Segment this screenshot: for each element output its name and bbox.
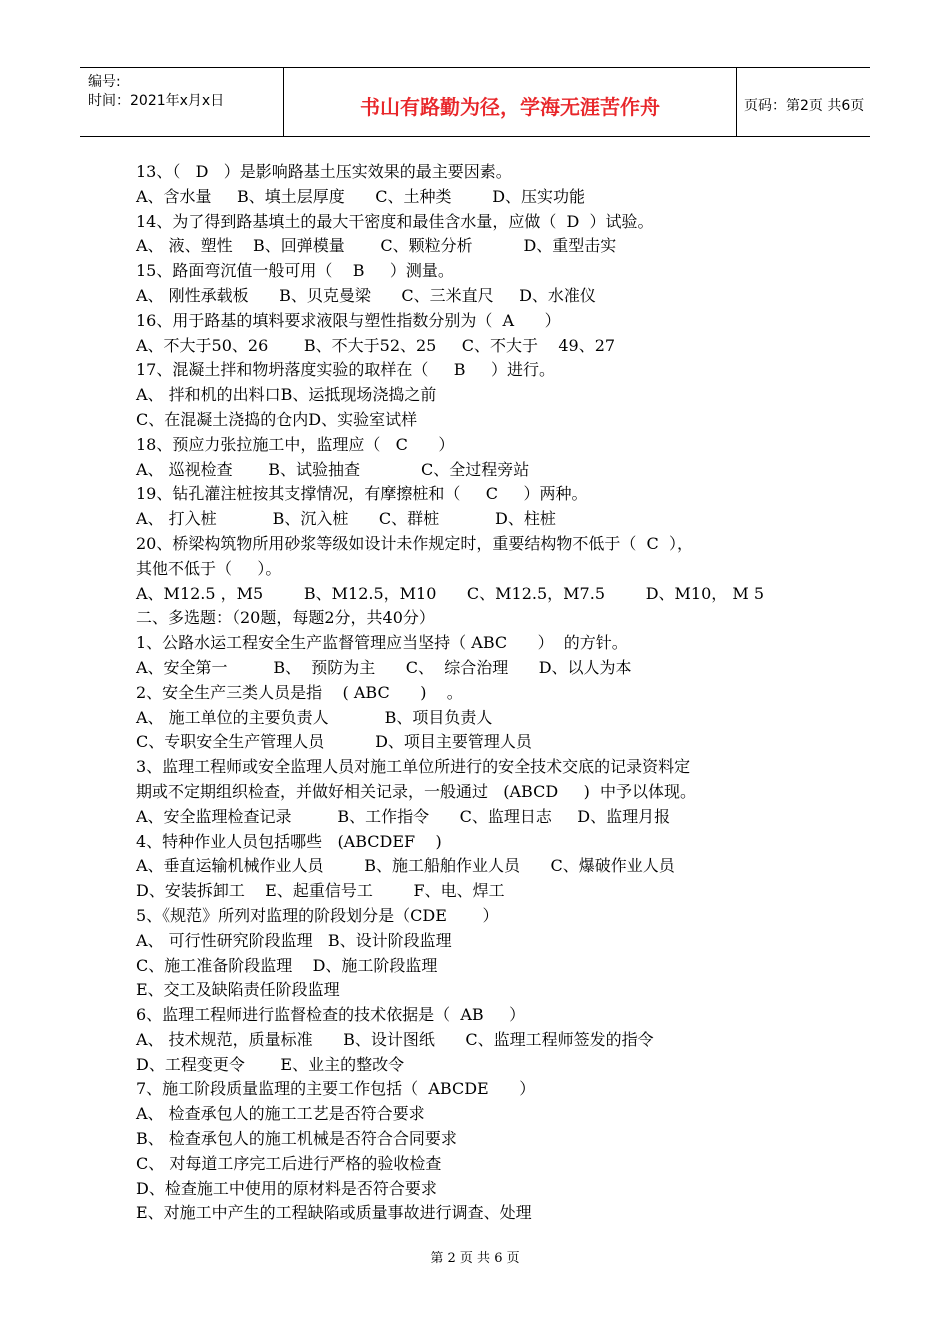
text-line: D、工程变更令 E、业主的整改令: [136, 1054, 405, 1074]
text-line: A、含水量 B、填土层厚度 C、土种类 D、压实功能: [136, 186, 586, 206]
text-line: 15、路面弯沉值一般可用（ B ）测量。: [136, 261, 454, 281]
page-header: [80, 67, 870, 137]
header-motto: 书山有路勤为径，学海无涯苦作舟: [360, 95, 660, 119]
header-motto-cell: [283, 68, 737, 136]
text-line: A、 可行性研究阶段监理 B、设计阶段监理: [136, 930, 452, 950]
text-line: 1、公路水运工程安全生产监督管理应当坚持（ ABC ） 的方针。: [136, 633, 628, 653]
page-footer: 第 2 页 共 6 页: [430, 1251, 520, 1266]
text-line: 7、施工阶段质量监理的主要工作包括（ ABCDE ）: [136, 1079, 536, 1099]
text-line: 二、多选题：（20题，每题2分，共40分）: [136, 608, 435, 628]
text-line: 6、监理工程师进行监督检查的技术依据是（ AB ）: [136, 1005, 526, 1025]
text-line: 4、特种作业人员包括哪些 (ABCDEF ): [136, 831, 442, 851]
header-page-cell: [736, 68, 870, 136]
header-info-cell: [80, 68, 283, 136]
text-line: A、 检查承包人的施工工艺是否符合要求: [136, 1104, 425, 1124]
text-line: 5、《规范》所列对监理的阶段划分是（CDE ）: [136, 905, 499, 925]
text-line: 13、（ D ）是影响路基土压实效果的最主要因素。: [136, 162, 512, 181]
text-line: A、 施工单位的主要负责人 B、项目负责人: [136, 707, 493, 727]
text-line: E、对施工中产生的工程缺陷或质量事故进行调查、处理: [136, 1203, 532, 1223]
text-line: 其他不低于（ ）。: [136, 558, 282, 578]
document-body: [136, 160, 826, 1226]
text-line: A、 液、塑性 B、回弹模量 C、颗粒分析 D、重型击实: [136, 236, 617, 256]
text-line: D、安装拆卸工 E、起重信号工 F、电、焊工: [136, 881, 505, 901]
text-line: C、专职安全生产管理人员 D、项目主要管理人员: [136, 732, 532, 752]
text-line: A、 拌和机的出料口B、运抵现场浇捣之前: [136, 385, 437, 405]
text-line: 20、桥梁构筑物所用砂浆等级如设计未作规定时，重要结构物不低于（ C ），: [136, 533, 693, 553]
text-line: 17、混凝土拌和物坍落度实验的取样在（ B ）进行。: [136, 360, 555, 380]
text-line: A、垂直运输机械作业人员 B、施工船舶作业人员 C、爆破作业人员: [136, 856, 675, 876]
text-line: 19、钻孔灌注桩按其支撑情况，有摩擦桩和（ C ）两种。: [136, 484, 588, 504]
text-line: C、 对每道工序完工后进行严格的验收检查: [136, 1153, 442, 1173]
text-line: A、安全第一 B、 预防为主 C、 综合治理 D、以人为本: [136, 657, 632, 677]
text-line: 2、安全生产三类人员是指 ( ABC ) 。: [136, 682, 463, 702]
text-line: C、施工准备阶段监理 D、施工阶段监理: [136, 955, 438, 975]
text-line: B、 检查承包人的施工机械是否符合合同要求: [136, 1129, 457, 1149]
text-line: 16、用于路基的填料要求液限与塑性指数分别为（ A ）: [136, 310, 561, 330]
text-line: E、交工及缺陷责任阶段监理: [136, 980, 340, 1000]
text-line: C、在混凝土浇捣的仓内D、实验室试样: [136, 409, 418, 429]
text-line: A、不大于50、26 B、不大于52、25 C、不大于 49、27: [136, 335, 616, 355]
text-line: 3、监理工程师或安全监理人员对施工单位所进行的安全技术交底的记录资料定: [136, 757, 691, 777]
text-line: 18、预应力张拉施工中，监理应（ C ）: [136, 434, 455, 454]
text-line: A、 刚性承载板 B、贝克曼梁 C、三米直尺 D、水准仪: [136, 285, 596, 305]
text-line: A、 打入桩 B、沉入桩 C、群桩 D、柱桩: [136, 509, 556, 529]
header-code-label: 编号:: [88, 74, 121, 90]
text-line: 期或不定期组织检查，并做好相关记录，一般通过 (ABCD ) 中予以体现。: [136, 781, 697, 801]
text-line: D、检查施工中使用的原材料是否符合要求: [136, 1178, 437, 1198]
header-time-label: 时间：2021年x月x日: [88, 93, 225, 109]
text-line: 14、为了得到路基填土的最大干密度和最佳含水量，应做（ D ）试验。: [136, 211, 654, 231]
text-line: A、安全监理检查记录 B、工作指令 C、监理日志 D、监理月报: [136, 806, 671, 826]
header-page-label: 页码：第2页 共6页: [744, 98, 865, 114]
text-line: A、 巡视检查 B、试验抽查 C、全过程旁站: [136, 459, 530, 479]
text-line: A、M12.5 ，M5 B、M12.5，M10 C、M12.5，M7.5 D、M10， M 5: [136, 583, 764, 603]
text-line: A、 技术规范，质量标准 B、设计图纸 C、监理工程师签发的指令: [136, 1029, 654, 1049]
